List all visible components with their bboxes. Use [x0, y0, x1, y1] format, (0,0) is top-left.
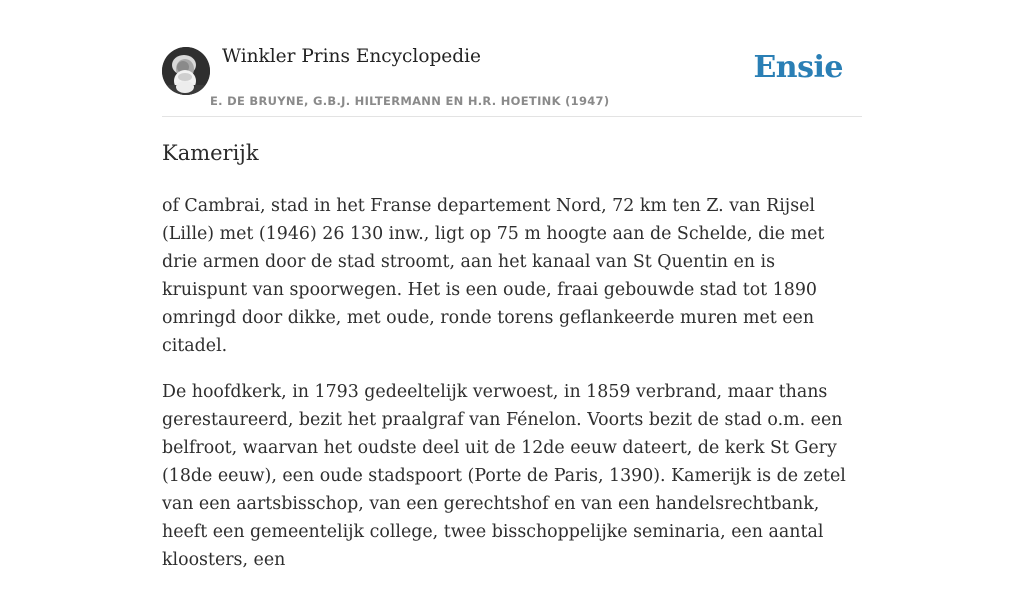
article-title: Kamerijk — [162, 141, 259, 165]
article-body — [162, 192, 862, 592]
bearded-man-portrait-icon — [162, 47, 210, 95]
brand-logo-link[interactable]: Ensie — [753, 50, 843, 85]
article-paragraph: of Cambrai, stad in het Franse departement Nord, 72 km ten Z. van Rijsel (Lille) met (1946) 26 130 inw., ligt op 75 m hoogte aan de Schelde, die met drie armen door de stad stroomt, aan het kanaal van St Quentin en is kruispunt van spoorwegen. Het is een oude, fraai gebouwde stad tot 1890 omringd door dikke, met oude, ronde torens geflankeerde muren met een citadel. — [162, 196, 825, 356]
author-avatar — [162, 47, 210, 95]
article-paragraph: De hoofdkerk, in 1793 gedeeltelijk verwoest, in 1859 verbrand, maar thans gerestaureerd, bezit het praalgraf van Fénelon. Voorts bezit de stad o.m. een belfroot, waarvan het oudste deel uit de 12de eeuw dateert, de kerk St Gery (18de eeuw), een oude stadspoort (Porte de Paris, 1390). Kamerijk is de zetel van een aartsbisschop, van een gerechtshof en van een handelsrechtbank, heeft een gemeentelijk college, twee bisschoppelijke seminaria, een aantal kloosters, een — [162, 382, 846, 570]
page-container — [162, 0, 862, 570]
authors-line: E. DE BRUYNE, G.B.J. HILTERMANN EN H.R. HOETINK (1947) — [210, 94, 610, 108]
site-header — [162, 0, 862, 117]
site-title[interactable]: Winkler Prins Encyclopedie — [222, 46, 481, 67]
